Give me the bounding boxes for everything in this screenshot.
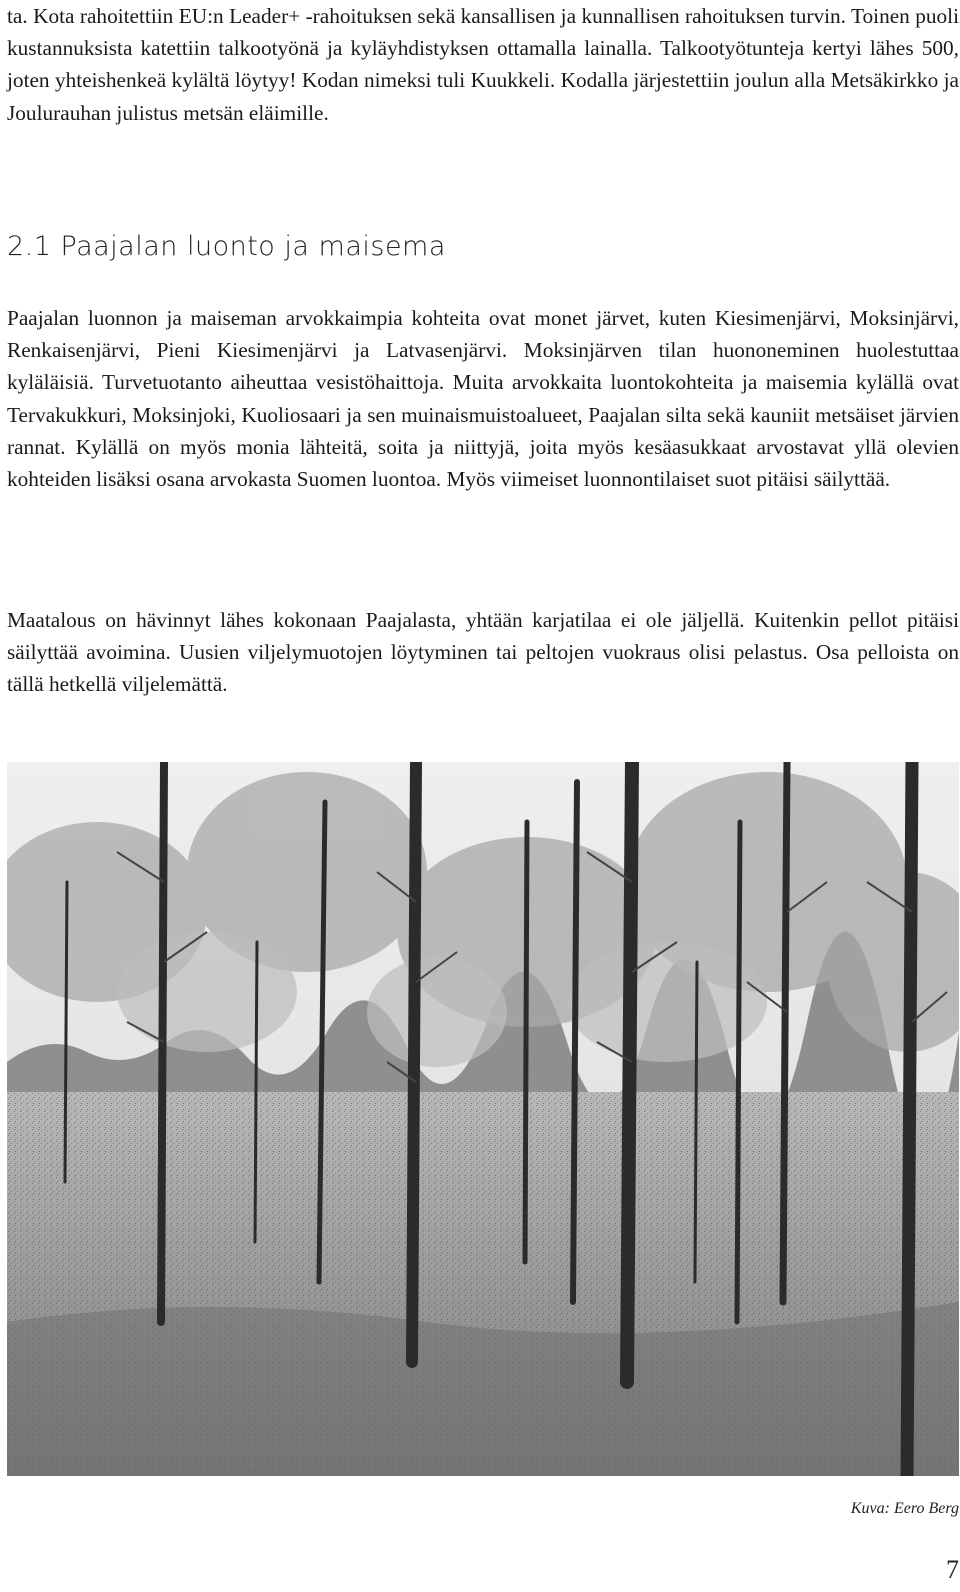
- forest-bog-illustration: [7, 762, 959, 1476]
- nature-paragraph: Paajalan luonnon ja maiseman arvokkaimpia kohteita ovat monet järvet, kuten Kiesimenjärvi, Moksinjärvi, Renkaisenjärvi, Pieni Kiesimenjärvi ja Latvasenjärvi. Moksinjärven tilan huononeminen huolestuttaa kyläläisiä. Turvetuotanto aiheuttaa vesistöhaittoja. Muita arvokkaita luontokohteita ja maisemia kylällä ovat Tervakukkuri, Moksinjoki, Kuoliosaari ja sen muinaismuistoalueet, Paajalan silta sekä kauniit metsäiset järvien rannat. Kylällä on myös monia lähteitä, soita ja niittyjä, joita myös kesäasukkaat arvostavat yllä olevien kohteiden lisäksi osana arvokasta Suomen luontoa. Myös viimeiset luonnontilaiset suot pitäisi säilyttää.: [7, 306, 959, 492]
- agriculture-paragraph: Maatalous on hävinnyt lähes kokonaan Paajalasta, yhtään karjatilaa ei ole jäljellä. Kuitenkin pellot pitäisi säilyttää avoimina. Uusien viljelymuotojen löytyminen tai peltojen vuokraus olisi pelastus. Osa pelloista on tällä hetkellä viljelemättä.: [7, 608, 959, 697]
- forest-bog-photo: [7, 762, 959, 1476]
- document-page: [7, 0, 959, 1592]
- section-heading: 2.1 Paajalan luonto ja maisema: [7, 231, 446, 262]
- page-number: 7: [946, 1555, 959, 1584]
- photo-caption: Kuva: Eero Berg: [850, 1500, 959, 1517]
- intro-paragraph: ta. Kota rahoitettiin EU:n Leader+ -rahoituksen sekä kansallisen ja kunnallisen rahoituksen turvin. Toinen puoli kustannuksista katettiin talkootyönä ja kyläyhdistyksen ottamalla lainalla. Talkootyötunteja kertyi lähes 500, joten yhteishenkeä kylältä löytyy! Kodan nimeksi tuli Kuukkeli. Kodalla järjestettiin joulun alla Metsäkirkko ja Joulurauhan julistus metsän eläimille.: [7, 4, 959, 125]
